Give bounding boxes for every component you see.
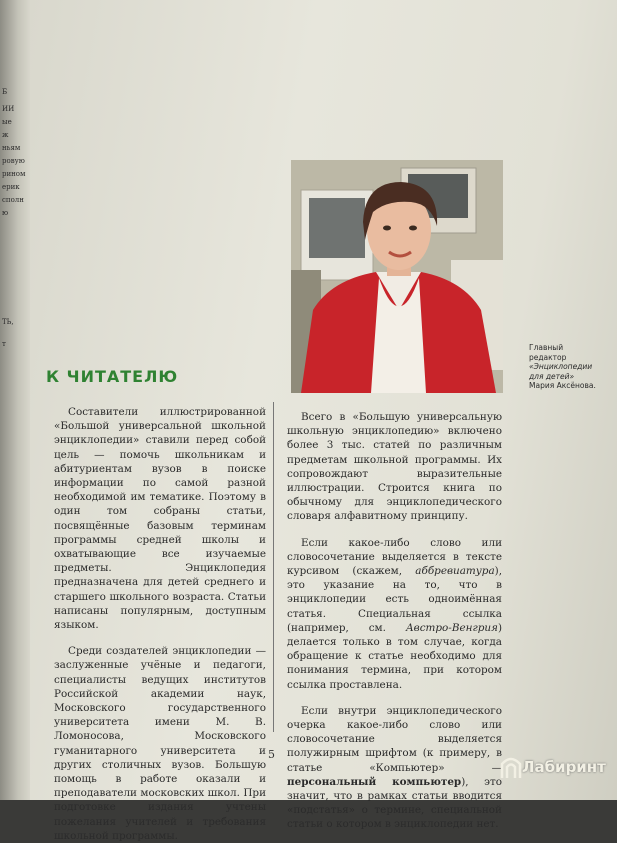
- prev-page-text: ньям: [2, 144, 21, 152]
- paragraph-text: ) делается только в том случае, когда обращение к статье необходимо для понимания термина, при котором ссылка проставлена.: [287, 621, 502, 691]
- caption-line: для детей»: [529, 371, 575, 381]
- prev-page-text: ИИ: [2, 105, 15, 113]
- prev-page-text: ж: [2, 131, 9, 139]
- caption-line: редактор: [529, 352, 567, 362]
- paragraph-text: ), это значит, что в рамках статьи вводится «подстатья» о термине, специальной статьи о котором в энциклопедии нет.: [287, 775, 502, 831]
- prev-page-text: ТЬ,: [2, 318, 14, 326]
- right-column: [287, 410, 502, 832]
- prev-page-text: рином: [2, 170, 26, 178]
- column-divider: [273, 402, 274, 732]
- caption-line: Главный: [529, 343, 564, 352]
- prev-page-text: сполн: [2, 196, 24, 204]
- editor-portrait-illustration: [291, 160, 503, 393]
- prev-page-text: ые: [2, 118, 12, 126]
- paragraph: Среди создателей энциклопедии — заслуженные учёные и педагоги, специалисты ведущих институтов Российской академии наук, Московского государственного университета имени М. В. Ломоносова, Московского гуманитарного университета и других столичных вузов. Большую помощь в работе оказали и преподаватели московских школ. При подготовке издания учтены пожелания учителей и требования школьной программы.: [54, 645, 266, 842]
- paragraph: Составители иллюстрированной «Большой универсальной школьной энциклопедии» ставили перед собой цель — помочь школьникам и абитуриентам вузов в поиске информации по самой разной необходимой им тематике. Поэтому в один том собраны статьи, посвящённые базовым терминам программы средней школы и охватывающие все изучаемые предметы. Энциклопедия предназначена для детей среднего и старшего школьного возраста. Статьи написаны популярным, доступным языком.: [54, 406, 266, 632]
- editor-photo: [291, 160, 503, 393]
- paragraph: Всего в «Большую универсальную школьную энциклопедию» включено более 3 тыс. статей по различным предметам школьной программы. Их сопровождают выразительные иллюстрации. Строится книга по обычному для энциклопедического словаря алфавитному принципу.: [287, 411, 502, 523]
- prev-page-text: т: [2, 340, 6, 348]
- prev-page-text: ю: [2, 209, 9, 217]
- caption-line: «Энциклопедии: [529, 362, 593, 371]
- italic-term: Австро-Венгрия: [405, 621, 498, 634]
- watermark-logo: [500, 752, 606, 782]
- watermark-text: Лабиринт: [522, 758, 606, 776]
- paragraph-text: ), это указание на то, что в энциклопедии есть одноимённая статья. Специальная ссылка (например, см.: [287, 565, 502, 634]
- section-heading: К ЧИТАТЕЛЮ: [46, 367, 179, 386]
- previous-page-edge: [0, 0, 30, 800]
- prev-page-text: ровую: [2, 157, 25, 165]
- labyrinth-logo-icon: [500, 754, 522, 780]
- left-column: [54, 405, 266, 843]
- italic-term: аббревиатура: [415, 565, 495, 578]
- bold-term: персональный компьютер: [287, 775, 462, 788]
- prev-page-text: ерик: [2, 183, 20, 191]
- paragraph: [287, 536, 502, 692]
- paragraph-text: Если внутри энциклопедического очерка какое-либо слово или словосочетание выделяется полужирным шрифтом (к примеру, в статье «Компьютер» —: [287, 704, 502, 774]
- prev-page-text: Б: [2, 88, 8, 96]
- photo-caption: [529, 343, 613, 391]
- paragraph-text: Если какое-либо слово или словосочетание выделяется в тексте курсивом (скажем,: [287, 536, 502, 578]
- paragraph: [287, 704, 502, 832]
- page-number: 5: [268, 748, 275, 761]
- caption-line: Мария Аксёнова.: [529, 381, 596, 390]
